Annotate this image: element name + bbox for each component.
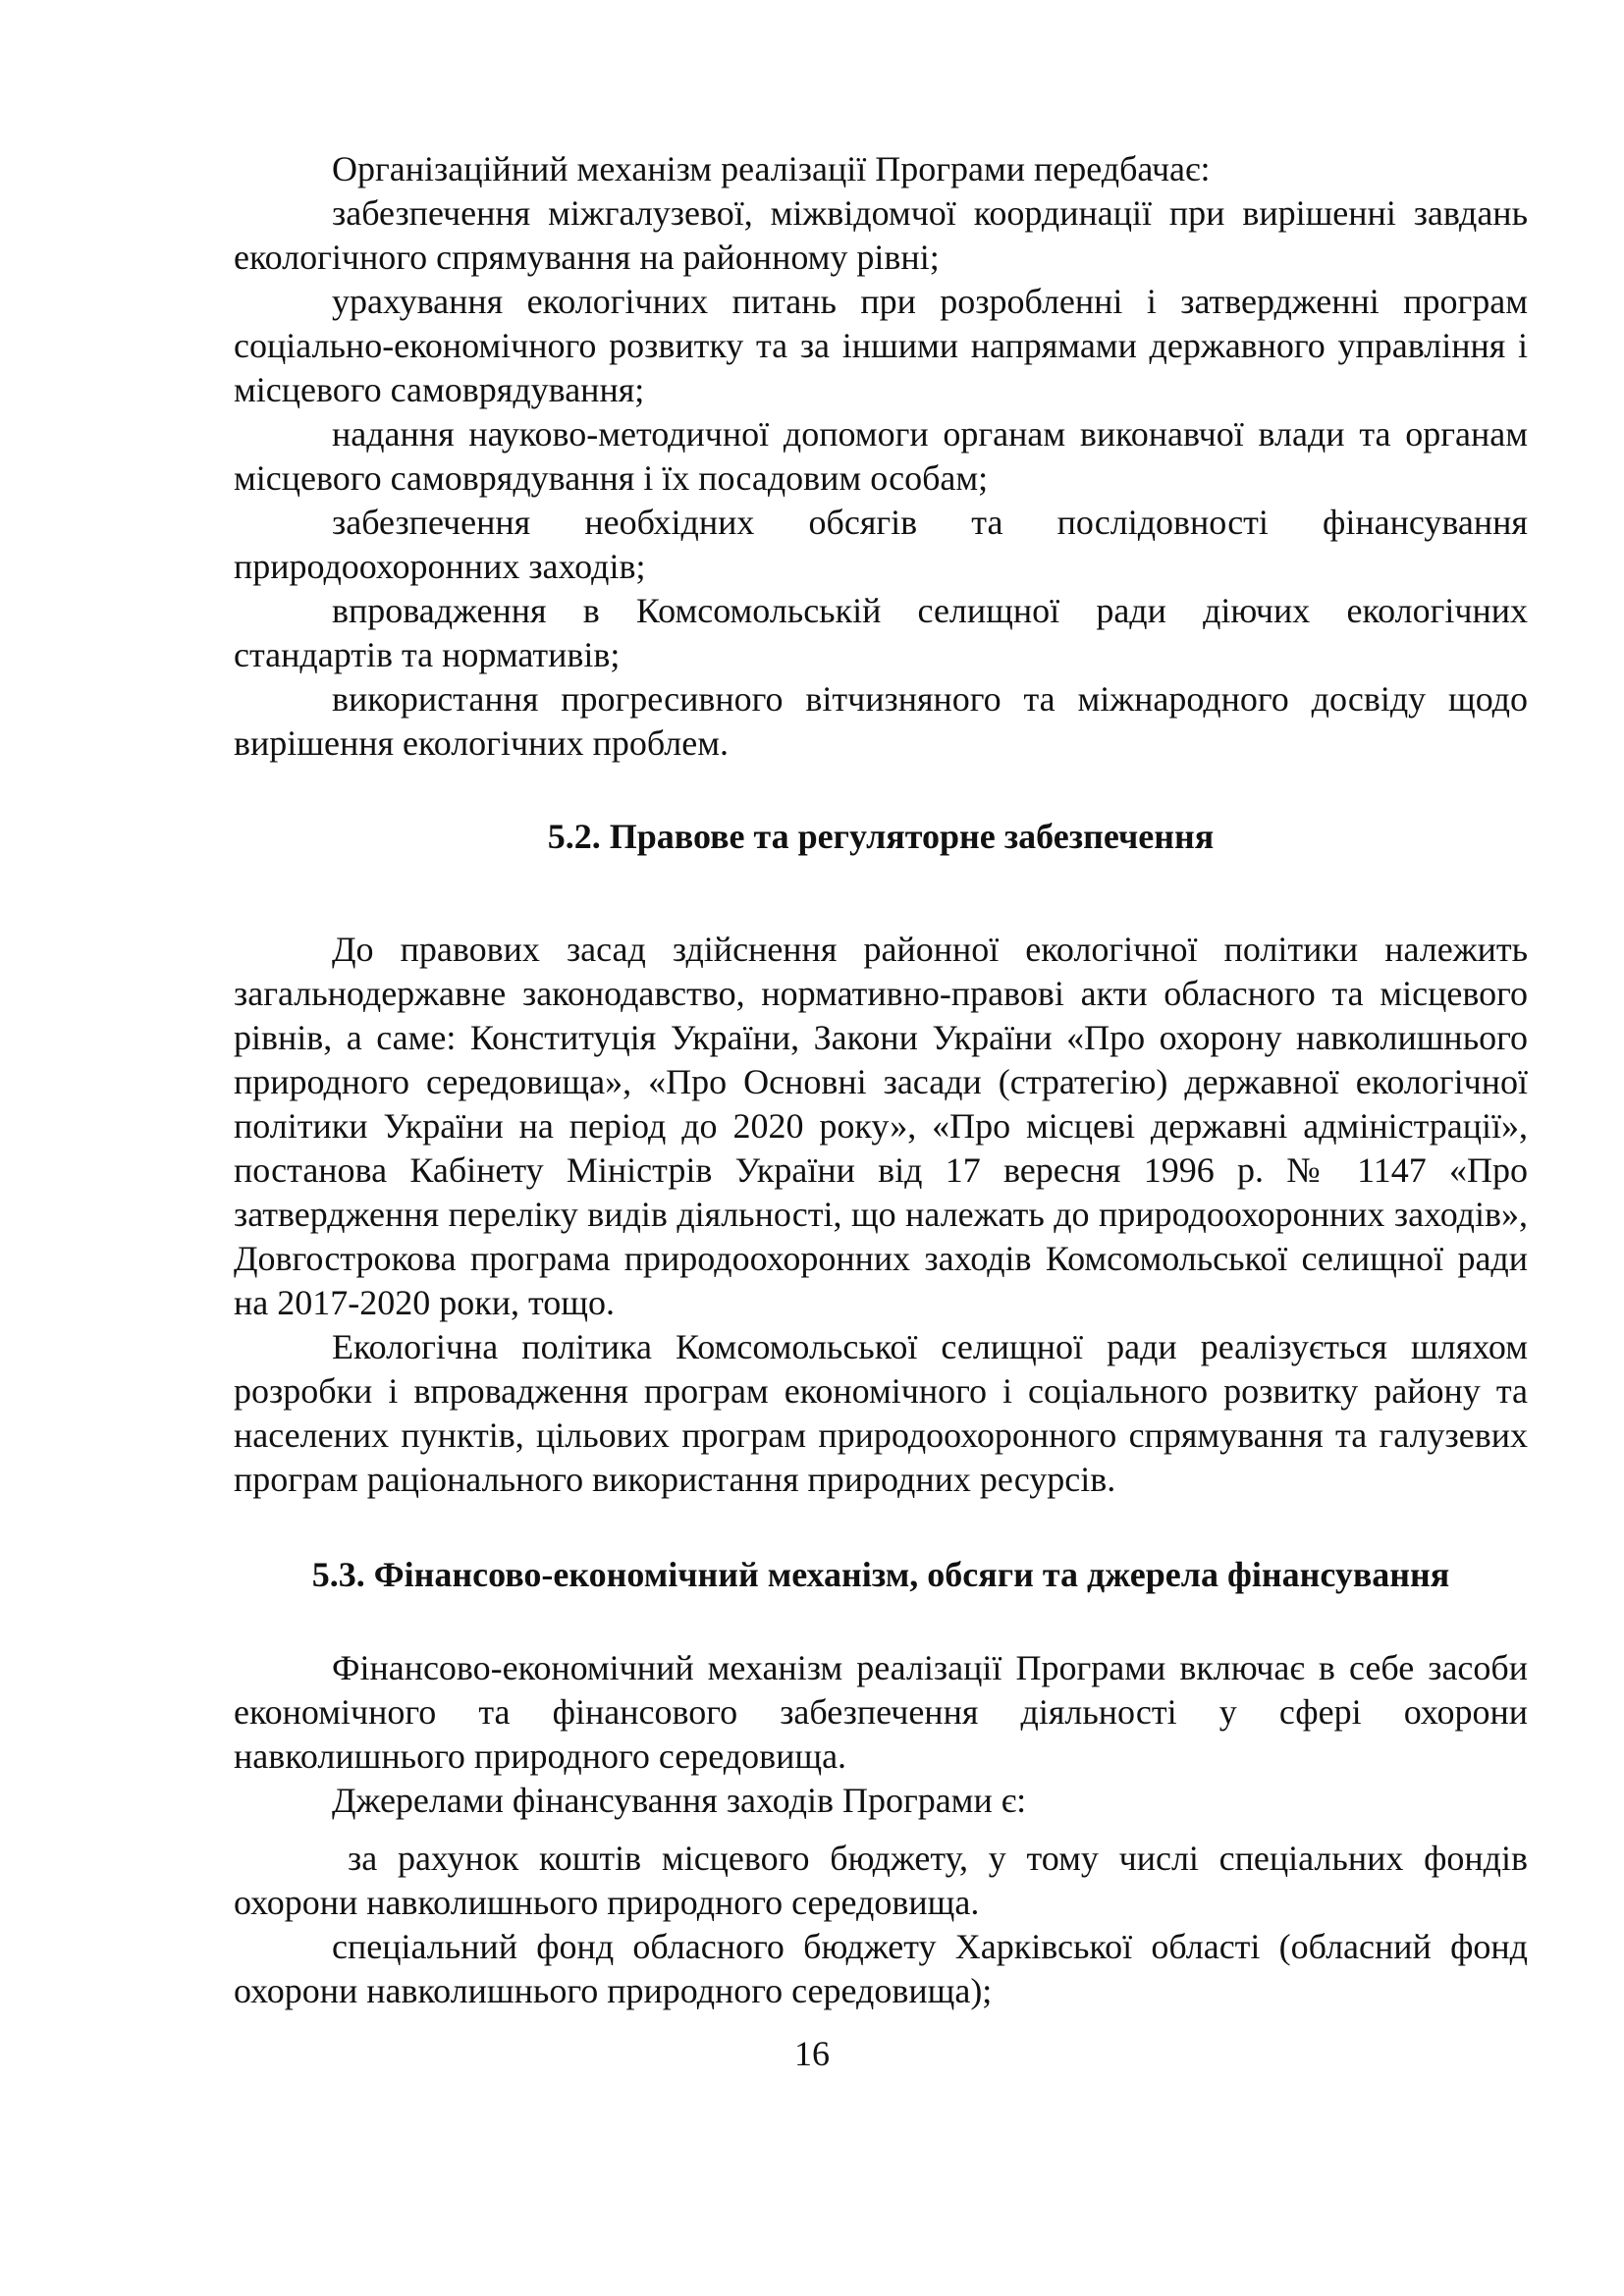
paragraph: впровадження в Комсомольській селищної ради діючих екологічних стандартів та нормативів; [234, 591, 1528, 674]
paragraph: забезпечення міжгалузевої, міжвідомчої координації при вирішенні завдань екологічного спрямування на районному рівні; [234, 193, 1528, 277]
paragraph: використання прогресивного вітчизняного та міжнародного досвіду щодо вирішення екологічних проблем. [234, 679, 1528, 763]
paragraph: спеціальний фонд обласного бюджету Харківської області (обласний фонд охорони навколишнього природного середовища); [234, 1927, 1528, 2010]
paragraph: надання науково-методичної допомоги органам виконавчої влади та органам місцевого самоврядування і їх посадовим особам; [234, 414, 1528, 498]
intro-section [234, 147, 1528, 766]
paragraph: Організаційний механізм реалізації Програми передбачає: [332, 149, 1211, 188]
document-page [234, 147, 1528, 2013]
section-5-2 [234, 928, 1528, 1502]
paragraph: Джерелами фінансування заходів Програми є: [332, 1781, 1027, 1820]
paragraph: забезпечення необхідних обсягів та послідовності фінансування природоохоронних заходів; [234, 503, 1528, 586]
paragraph: за рахунок коштів місцевого бюджету, у тому числі спеціальних фондів охорони навколишнього природного середовища. [234, 1839, 1528, 1922]
section-heading-5-2: 5.2. Правове та регуляторне забезпечення [547, 817, 1215, 856]
paragraph: урахування екологічних питань при розробленні і затвердженні програм соціально-економічного розвитку та за іншими напрямами державного управління і місцевого самоврядування; [234, 282, 1528, 409]
page-number: 16 [794, 2034, 830, 2073]
paragraph: Фінансово-економічний механізм реалізації Програми включає в себе засоби економічного та фінансового забезпечення діяльності у сфері охорони навколишнього природного середовища. [234, 1648, 1528, 1776]
paragraph: Екологічна політика Комсомольської селищної ради реалізується шляхом розробки і впровадження програм економічного і соціального розвитку району та населених пунктів, цільових програм природоохоронного спрямування та галузевих програм раціонального використання природних ресурсів. [234, 1327, 1528, 1499]
section-5-3 [234, 1646, 1528, 2013]
paragraph: До правових засад здійснення районної екологічної політики належить загальнодержавне законодавство, нормативно-правові акти обласного та місцевого рівнів, а саме: Конституція України, Закони України «Про охорону навколишнього природного середовища», «Про Основні засади (стратегію) державної екологічної політики України на період до 2020 року», «Про місцеві державні адміністрації», постанова Кабінету Міністрів України від 17 вересня 1996 р. № 1147 «Про затвердження переліку видів діяльності, що належать до природоохоронних заходів», Довгострокова програма природоохоронних заходів Комсомольської селищної ради на 2017-2020 роки, тощо. [234, 930, 1528, 1322]
section-heading-5-3: 5.3. Фінансово-економічний механізм, обсяги та джерела фінансування [311, 1555, 1450, 1594]
